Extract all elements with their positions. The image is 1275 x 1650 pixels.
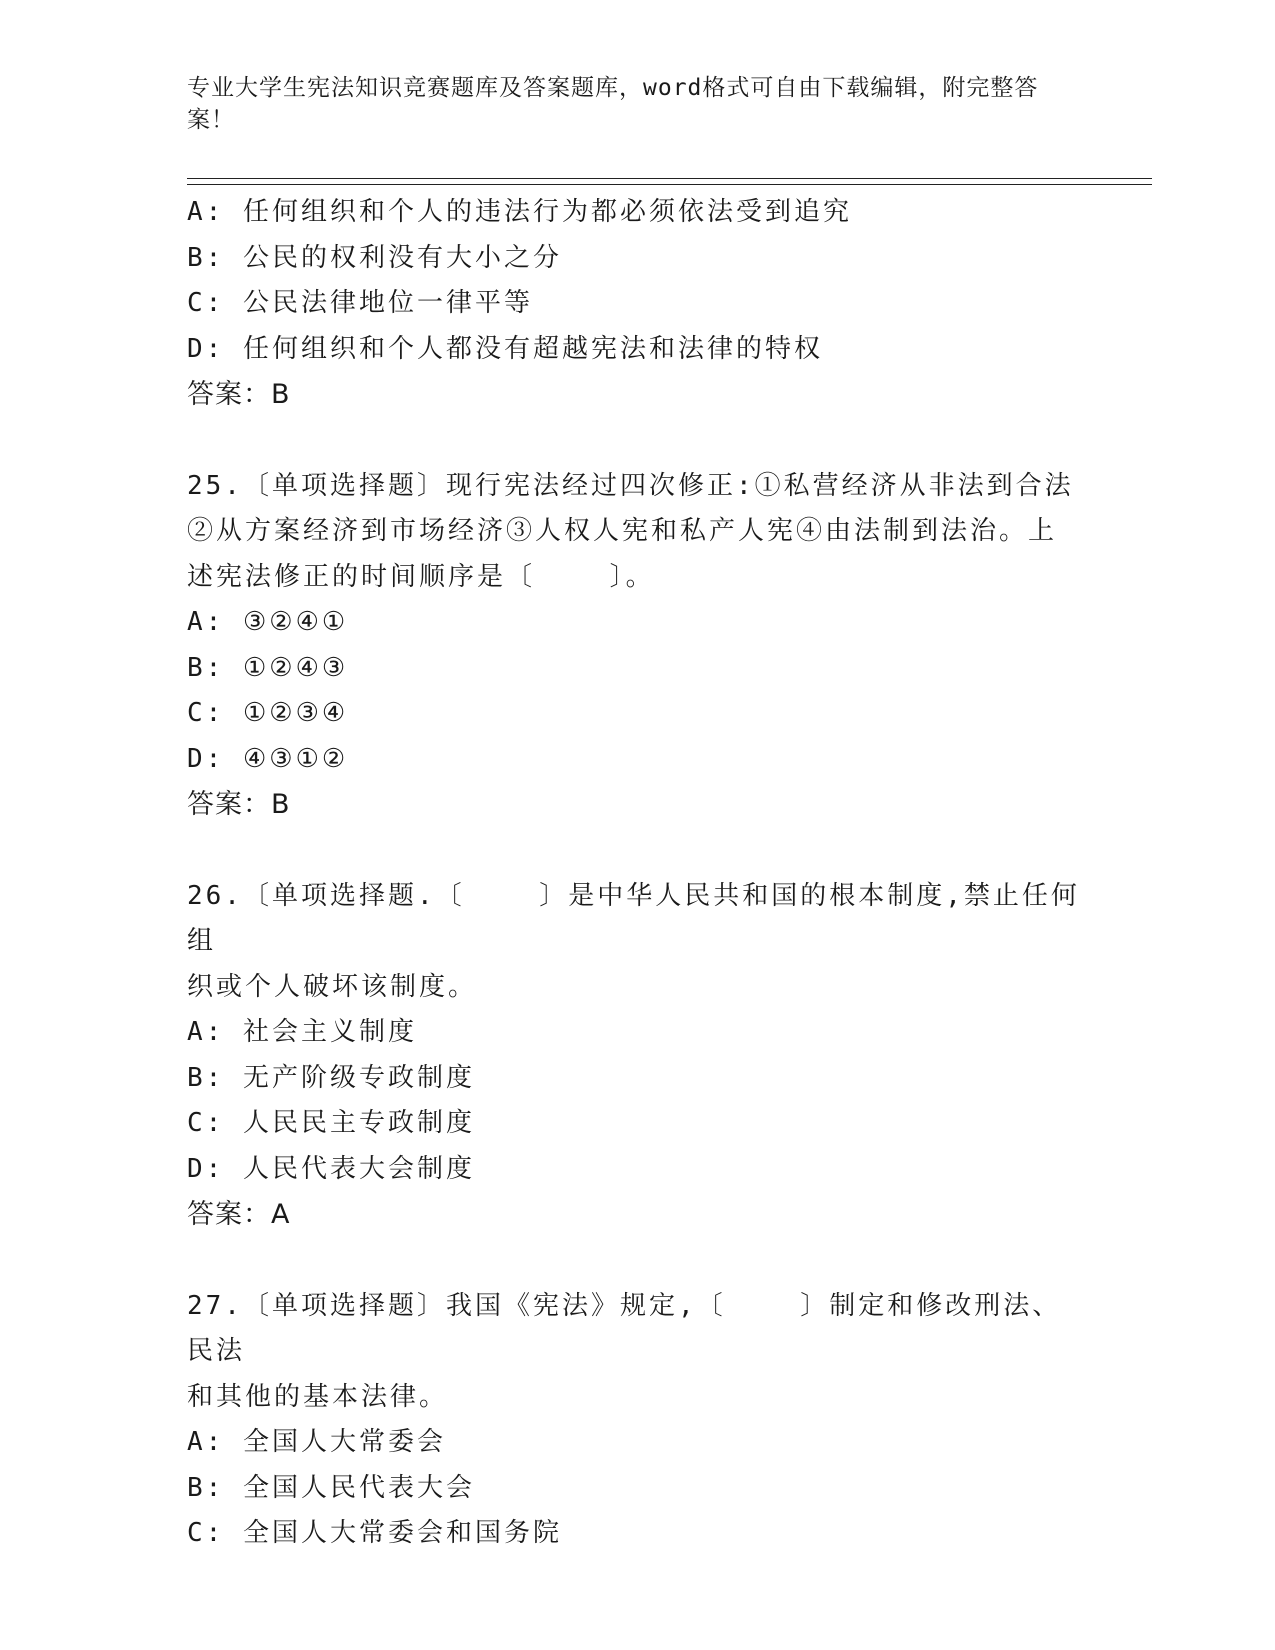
option-b: B: 全国人民代表大会 xyxy=(187,1472,475,1503)
header-divider-bottom xyxy=(187,184,1152,185)
header-line-1: 专业大学生宪法知识竞赛题库及答案题库，word格式可自由下载编辑，附完整答 xyxy=(187,75,1039,101)
option-b: B: 公民的权利没有大小之分 xyxy=(187,242,562,273)
header-divider-top xyxy=(187,178,1152,179)
answer: 答案：A xyxy=(187,1199,291,1230)
option-c: C: 全国人大常委会和国务院 xyxy=(187,1518,562,1548)
header-line-2: 案！ xyxy=(187,107,235,133)
option-d: D: ④③①② xyxy=(187,743,349,774)
question-text-line-1: 27.〔单项选择题〕我国《宪法》规定,〔 〕制定和修改刑法、民法 xyxy=(187,1290,1062,1366)
option-a: A: 社会主义制度 xyxy=(187,1017,417,1047)
option-b: B: ①②④③ xyxy=(187,652,349,683)
option-d: D: 任何组织和个人都没有超越宪法和法律的特权 xyxy=(187,333,823,364)
question-27 xyxy=(187,1284,1087,1557)
option-a: A: 任何组织和个人的违法行为都必须依法受到追究 xyxy=(187,197,852,227)
question-text-line-1: 25.〔单项选择题〕现行宪法经过四次修正:①私营经济从非法到合法 xyxy=(187,470,1074,501)
page-header xyxy=(187,72,1067,136)
question-25 xyxy=(187,464,1087,828)
answer: 答案：B xyxy=(187,789,291,820)
question-text-line-2: 织或个人破坏该制度。 xyxy=(187,971,478,1002)
question-text-line-1: 26.〔单项选择题.〔 〕是中华人民共和国的根本制度,禁止任何组 xyxy=(187,880,1080,956)
question-text-line-2: 和其他的基本法律。 xyxy=(187,1381,449,1412)
option-c: C: 公民法律地位一律平等 xyxy=(187,288,533,318)
option-c: C: 人民民主专政制度 xyxy=(187,1108,475,1138)
option-b: B: 无产阶级专政制度 xyxy=(187,1062,475,1093)
option-d: D: 人民代表大会制度 xyxy=(187,1153,475,1184)
option-c: C: ①②③④ xyxy=(187,698,349,728)
question-24 xyxy=(187,190,1087,418)
option-a: A: 全国人大常委会 xyxy=(187,1427,446,1457)
question-text-line-2: ②从方案经济到市场经济③人权人宪和私产人宪④由法制到法治。上 xyxy=(187,516,1058,546)
question-text-line-3: 述宪法修正的时间顺序是〔 〕。 xyxy=(187,561,655,592)
question-26 xyxy=(187,874,1087,1238)
option-a: A: ③②④① xyxy=(187,607,349,637)
answer: 答案：B xyxy=(187,379,291,410)
question-list xyxy=(187,190,1087,1557)
